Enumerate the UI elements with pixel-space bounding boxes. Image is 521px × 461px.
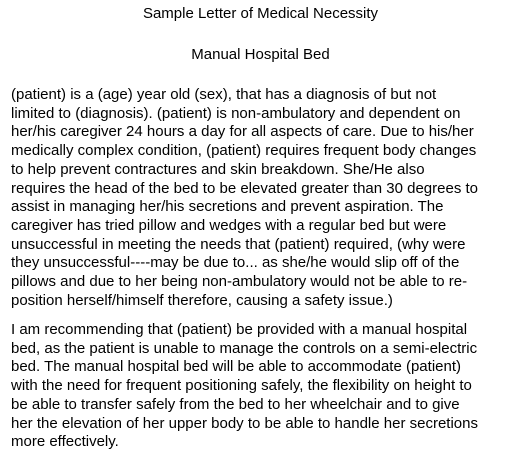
paragraph-line: I am recommending that (patient) be provided with a manual hospital [11, 321, 468, 338]
paragraph-line: bed. The manual hospital bed will be able to accommodate (patient) [11, 358, 461, 376]
paragraph-patient-description [11, 86, 521, 310]
paragraph-line: pillows and due to her being non-ambulatory would not be able to re- [11, 273, 468, 291]
paragraph-line: her/his caregiver 24 hours a day for all aspects of care. Due to his/her [11, 123, 474, 141]
paragraph-line: limited to (diagnosis). (patient) is non-ambulatory and dependent on [11, 104, 461, 122]
paragraph-line: requires the head of the bed to be elevated greater than 30 degrees to [11, 179, 479, 197]
paragraph-line: medically complex condition, (patient) requires frequent body changes [11, 142, 477, 160]
paragraph-line: (patient) is a (age) year old (sex), that has a diagnosis of but not [11, 86, 437, 103]
paragraph-line: they unsuccessful----may be due to... as she/he would slip off of the [11, 254, 460, 272]
paragraph-line: to help prevent contractures and skin breakdown. She/He also [11, 160, 425, 178]
paragraph-line: caregiver has tried pillow and wedges with a regular bed but were [11, 216, 447, 234]
paragraph-line: unsuccessful in meeting the needs that (patient) required, (why were [11, 235, 466, 253]
document-subtitle: Manual Hospital Bed [191, 46, 330, 63]
paragraph-recommendation [11, 321, 521, 452]
paragraph-line: her the elevation of her upper body to be able to handle her secretions [11, 414, 478, 432]
document-title: Sample Letter of Medical Necessity [142, 5, 379, 22]
paragraph-line: assist in managing her/his secretions and prevent aspiration. The [11, 198, 444, 216]
paragraph-line: bed, as the patient is unable to manage the controls on a semi-electric [11, 339, 478, 357]
paragraph-line: more effectively. [11, 433, 119, 451]
paragraph-line: position herself/himself therefore, causing a safety issue.) [11, 291, 393, 309]
paragraph-line: be able to transfer safely from the bed to her wheelchair and to give [11, 395, 460, 413]
paragraph-line: with the need for frequent positioning safely, the flexibility on height to [11, 377, 472, 395]
